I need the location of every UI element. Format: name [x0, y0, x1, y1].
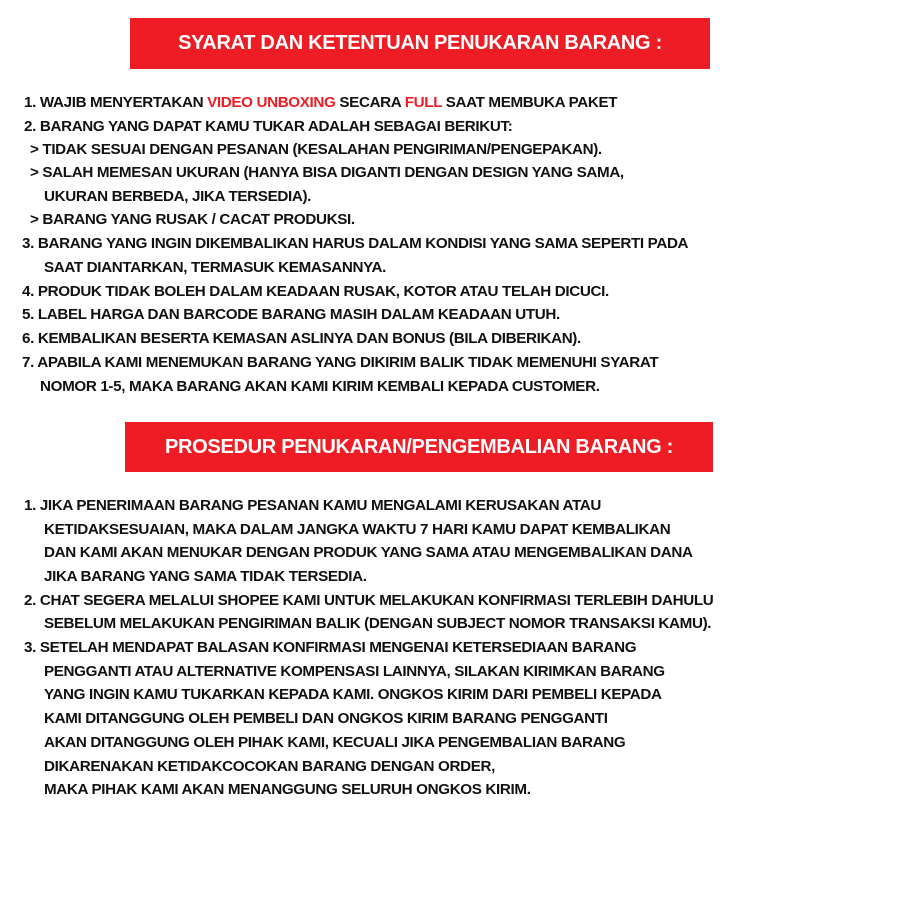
terms-heading-banner — [130, 18, 710, 69]
video-unboxing-highlight: VIDEO UNBOXING — [207, 94, 336, 111]
procedure-item-3-continuation: KAMI DITANGGUNG OLEH PEMBELI DAN ONGKOS KIRIM BARANG PENGGANTI — [44, 710, 608, 727]
terms-item-1-text-mid: SECARA — [335, 94, 405, 111]
procedure-item-3-continuation: PENGGANTI ATAU ALTERNATIVE KOMPENSASI LAINNYA, SILAKAN KIRIMKAN BARANG — [44, 663, 665, 680]
terms-item-1-text: 1. WAJIB MENYERTAKAN — [24, 94, 208, 111]
terms-item-6: 6. KEMBALIKAN BESERTA KEMASAN ASLINYA DAN BONUS (BILA DIBERIKAN). — [22, 330, 581, 347]
procedure-item-1-continuation: JIKA BARANG YANG SAMA TIDAK TERSEDIA. — [44, 568, 367, 585]
terms-item-2: 2. BARANG YANG DAPAT KAMU TUKAR ADALAH SEBAGAI BERIKUT: — [24, 118, 513, 135]
terms-subitem-continuation: UKURAN BERBEDA, JIKA TERSEDIA). — [44, 188, 312, 205]
full-highlight: FULL — [404, 94, 442, 111]
terms-subitem: > TIDAK SESUAI DENGAN PESANAN (KESALAHAN PENGIRIMAN/PENGEPAKAN). — [30, 141, 602, 158]
procedure-item-1: 1. JIKA PENERIMAAN BARANG PESANAN KAMU MENGALAMI KERUSAKAN ATAU — [24, 497, 602, 514]
procedure-item-2: 2. CHAT SEGERA MELALUI SHOPEE KAMI UNTUK MELAKUKAN KONFIRMASI TERLEBIH DAHULU — [24, 592, 714, 609]
procedure-item-3: 3. SETELAH MENDAPAT BALASAN KONFIRMASI MENGENAI KETERSEDIAAN BARANG — [24, 639, 637, 656]
terms-subitem: > SALAH MEMESAN UKURAN (HANYA BISA DIGANTI DENGAN DESIGN YANG SAMA, — [30, 164, 624, 181]
procedure-item-2-continuation: SEBELUM MELAKUKAN PENGIRIMAN BALIK (DENGAN SUBJECT NOMOR TRANSAKSI KAMU). — [44, 615, 712, 632]
procedure-item-3-continuation: MAKA PIHAK KAMI AKAN MENANGGUNG SELURUH ONGKOS KIRIM. — [44, 781, 531, 798]
terms-item-1-text-end: SAAT MEMBUKA PAKET — [441, 94, 618, 111]
terms-subitem: > BARANG YANG RUSAK / CACAT PRODUKSI. — [30, 211, 355, 228]
terms-item-7-continuation: NOMOR 1-5, MAKA BARANG AKAN KAMI KIRIM KEMBALI KEPADA CUSTOMER. — [40, 378, 600, 395]
procedure-heading: PROSEDUR PENUKARAN/PENGEMBALIAN BARANG : — [164, 435, 674, 458]
procedure-item-1-continuation: DAN KAMI AKAN MENUKAR DENGAN PRODUK YANG SAMA ATAU MENGEMBALIKAN DANA — [44, 544, 693, 561]
terms-item-5: 5. LABEL HARGA DAN BARCODE BARANG MASIH DALAM KEADAAN UTUH. — [22, 306, 560, 323]
procedure-item-3-continuation: AKAN DITANGGUNG OLEH PIHAK KAMI, KECUALI JIKA PENGEMBALIAN BARANG — [44, 734, 626, 751]
terms-item-3-continuation: SAAT DIANTARKAN, TERMASUK KEMASANNYA. — [44, 259, 386, 276]
procedure-item-1-continuation: KETIDAKSESUAIAN, MAKA DALAM JANGKA WAKTU 7 HARI KAMU DAPAT KEMBALIKAN — [44, 521, 671, 538]
terms-heading: SYARAT DAN KETENTUAN PENUKARAN BARANG : — [178, 32, 662, 54]
procedure-item-3-continuation: DIKARENAKAN KETIDAKCOCOKAN BARANG DENGAN ORDER, — [44, 758, 495, 775]
terms-item-3: 3. BARANG YANG INGIN DIKEMBALIKAN HARUS DALAM KONDISI YANG SAMA SEPERTI PADA — [22, 235, 689, 252]
procedure-heading-banner — [125, 422, 713, 472]
terms-item-7: 7. APABILA KAMI MENEMUKAN BARANG YANG DIKIRIM BALIK TIDAK MEMENUHI SYARAT — [22, 354, 659, 371]
terms-item-4: 4. PRODUK TIDAK BOLEH DALAM KEADAAN RUSAK, KOTOR ATAU TELAH DICUCI. — [22, 283, 609, 300]
terms-item-1 — [24, 93, 617, 113]
procedure-item-3-continuation: YANG INGIN KAMU TUKARKAN KEPADA KAMI. ONGKOS KIRIM DARI PEMBELI KEPADA — [44, 686, 662, 703]
